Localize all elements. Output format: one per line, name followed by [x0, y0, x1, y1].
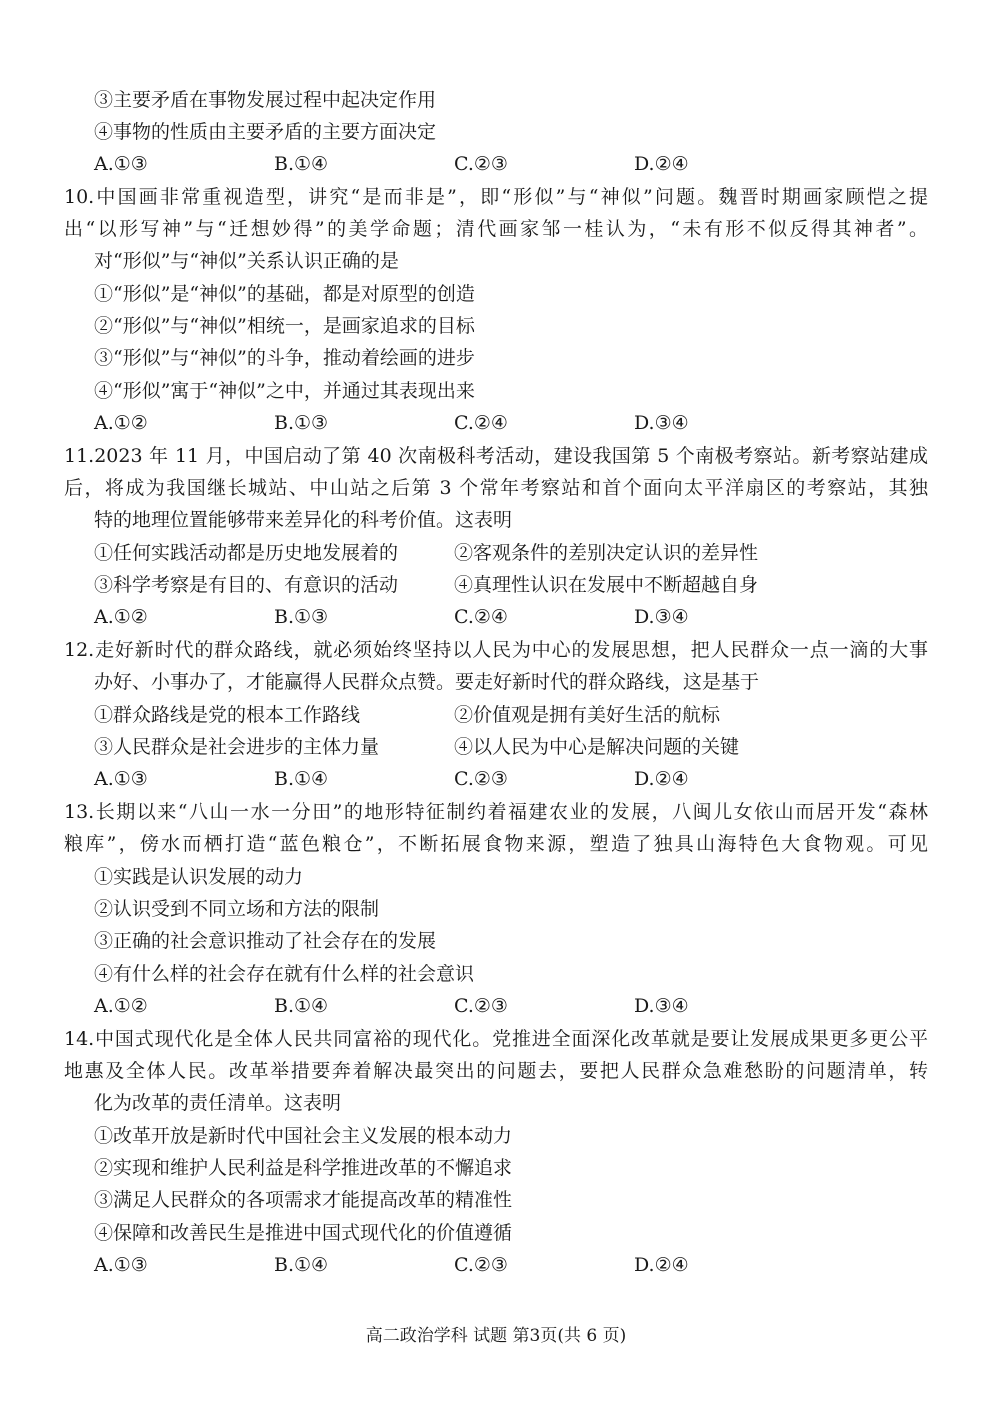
statement: ③人民群众是社会进步的主体力量 [94, 736, 380, 758]
option-d: D.②④ [634, 1254, 689, 1276]
statement: ②客观条件的差别决定认识的差异性 [454, 542, 759, 564]
option-b: B.①④ [274, 995, 329, 1017]
statement: ④有什么样的社会存在就有什么样的社会意识 [94, 963, 475, 985]
statement: ④“形似”寓于“神似”之中，并通过其表现出来 [94, 380, 475, 402]
option-d: D.②④ [634, 768, 689, 790]
statement: ④真理性认识在发展中不断超越自身 [454, 574, 759, 596]
page-footer: 高二政治学科 试题 第3页(共 6 页) [365, 1326, 627, 1346]
option-c: C.②③ [454, 768, 508, 790]
option-a: A.①③ [94, 153, 148, 175]
statement: ②认识受到不同立场和方法的限制 [94, 898, 380, 920]
option-d: D.③④ [634, 995, 689, 1017]
question-14-stem: 14.中国式现代化是全体人民共同富裕的现代化。党推进全面深化改革就是要让发展成果更多更公平 [64, 1028, 928, 1050]
option-a: A.①③ [94, 768, 148, 790]
option-b: B.①④ [274, 768, 329, 790]
option-a: A.①③ [94, 1254, 148, 1276]
option-c: C.②③ [454, 153, 508, 175]
question-10-stem: 对“形似”与“神似”关系认识正确的是 [94, 250, 399, 272]
question-11-stem: 特的地理位置能够带来差异化的科考价值。这表明 [94, 509, 513, 531]
statement-row [94, 731, 914, 763]
option-c: C.②④ [454, 412, 508, 434]
question-11-stem: 后，将成为我国继长城站、中山站之后第 3 个常年考察站和首个面向太平洋扇区的考察站，其独 [64, 477, 928, 499]
option-a: A.①② [94, 412, 148, 434]
statement: ③主要矛盾在事物发展过程中起决定作用 [94, 89, 437, 111]
option-a: A.①② [94, 606, 148, 628]
option-b: B.①③ [274, 412, 329, 434]
question-14-stem: 地惠及全体人民。改革举措要奔着解决最突出的问题去，要把人民群众急难愁盼的问题清单，转 [64, 1060, 928, 1082]
option-d: D.②④ [634, 153, 689, 175]
question-11-stem: 11.2023 年 11 月，中国启动了第 40 次南极科考活动，建设我国第 5 个南极考察站。新考察站建成 [64, 445, 928, 467]
question-10-stem: 10.中国画非常重视造型，讲究“是而非是”，即“形似”与“神似”问题。魏晋时期画家顾恺之提 [64, 186, 928, 208]
question-13-stem: 粮库”，傍水而栖打造“蓝色粮仓”，不断拓展食物来源，塑造了独具山海特色大食物观。可见 [64, 833, 928, 855]
question-13-stem: 13.长期以来“八山一水一分田”的地形特征制约着福建农业的发展，八闽儿女依山而居开发“森林 [64, 801, 928, 823]
option-d: D.③④ [634, 606, 689, 628]
question-10-stem: 出“以形写神”与“迁想妙得”的美学命题；清代画家邹一桂认为，“未有形不似反得其神者”。 [64, 218, 928, 240]
statement: ④事物的性质由主要矛盾的主要方面决定 [94, 121, 437, 143]
statement: ①“形似”是“神似”的基础，都是对原型的创造 [94, 283, 475, 305]
statement: ④以人民为中心是解决问题的关键 [454, 736, 740, 758]
option-c: C.②③ [454, 1254, 508, 1276]
answer-options [94, 763, 914, 795]
option-b: B.①④ [274, 153, 329, 175]
question-12-stem: 12.走好新时代的群众路线，就必须始终坚持以人民为中心的发展思想，把人民群众一点一滴的大事 [64, 639, 928, 661]
option-b: B.①③ [274, 606, 329, 628]
answer-options [94, 148, 914, 180]
question-12-stem: 办好、小事办了，才能赢得人民群众点赞。要走好新时代的群众路线，这是基于 [94, 671, 760, 693]
statement: ③正确的社会意识推动了社会存在的发展 [94, 930, 437, 952]
answer-options [94, 1249, 914, 1281]
question-14-stem: 化为改革的责任清单。这表明 [94, 1092, 342, 1114]
statement: ③科学考察是有目的、有意识的活动 [94, 574, 399, 596]
statement: ①改革开放是新时代中国社会主义发展的根本动力 [94, 1125, 513, 1147]
statement-row [94, 569, 914, 601]
answer-options [94, 990, 914, 1022]
statement: ③满足人民群众的各项需求才能提高改革的精准性 [94, 1189, 513, 1211]
statement: ④保障和改善民生是推进中国式现代化的价值遵循 [94, 1222, 513, 1244]
statement-row [94, 699, 914, 731]
statement: ①实践是认识发展的动力 [94, 866, 304, 888]
statement: ②“形似”与“神似”相统一，是画家追求的目标 [94, 315, 475, 337]
option-a: A.①② [94, 995, 148, 1017]
statement: ①群众路线是党的根本工作路线 [94, 704, 361, 726]
option-c: C.②③ [454, 995, 508, 1017]
answer-options [94, 407, 914, 439]
statement: ②实现和维护人民利益是科学推进改革的不懈追求 [94, 1157, 513, 1179]
option-b: B.①④ [274, 1254, 329, 1276]
option-d: D.③④ [634, 412, 689, 434]
statement-row [94, 537, 914, 569]
answer-options [94, 601, 914, 633]
statement: ③“形似”与“神似”的斗争，推动着绘画的进步 [94, 347, 475, 369]
option-c: C.②④ [454, 606, 508, 628]
statement: ②价值观是拥有美好生活的航标 [454, 704, 721, 726]
statement: ①任何实践活动都是历史地发展着的 [94, 542, 399, 564]
